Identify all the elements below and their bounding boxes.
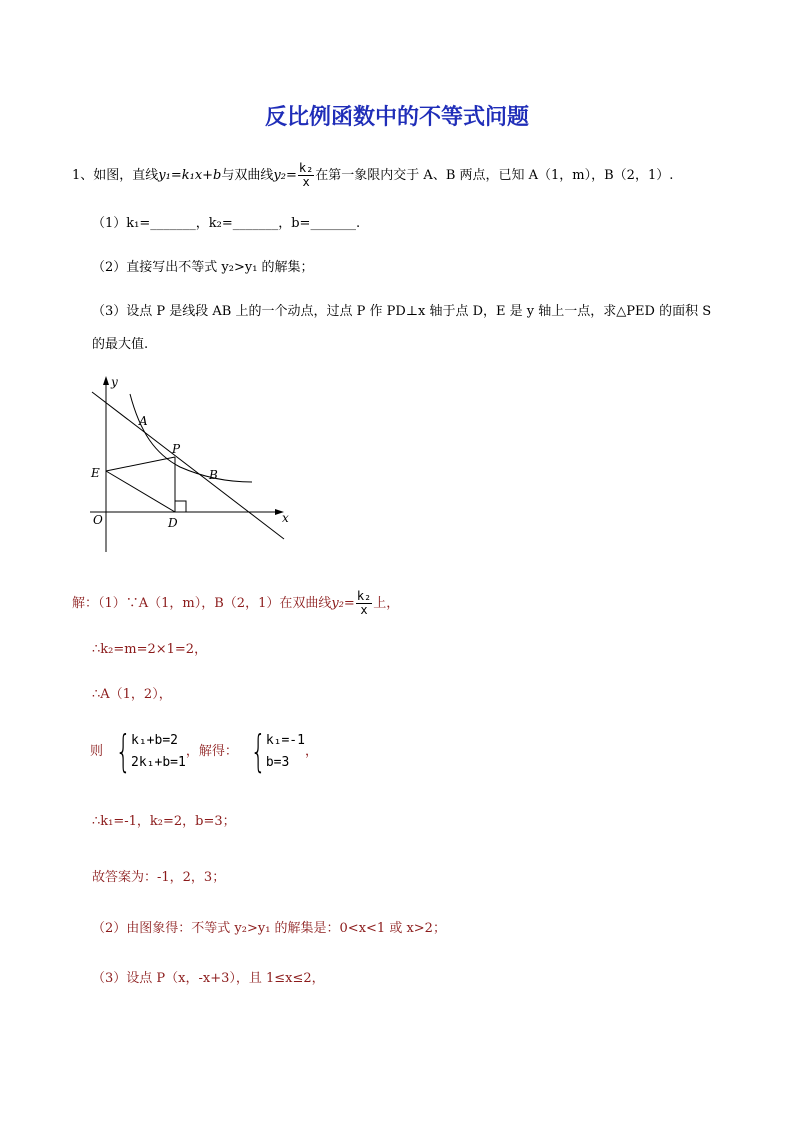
line-y1 <box>92 392 284 539</box>
part-3-line-2: 的最大值. <box>92 337 149 352</box>
hyperbola-lhs: y₂= <box>273 168 297 183</box>
right-angle-mark <box>175 501 186 512</box>
segment-pe <box>106 457 175 471</box>
solution-line-2: ∴k₂=m=2×1=2， <box>92 642 208 657</box>
label-p: P <box>172 442 181 456</box>
part-3-line-1: （3）设点 P 是线段 AB 上的一个动点，过点 P 作 PD⊥x 轴于点 D，E 是 y 轴上一点，求△PED 的面积 S <box>92 304 712 319</box>
solution-1-prefix: 解：（1）∵A（1，m），B（2，1）在双曲线 <box>72 596 332 611</box>
part-2: （2）直接写出不等式 y₂>y₁ 的解集； <box>92 260 314 275</box>
solution-solve-label: ，解得： <box>185 744 238 759</box>
solution-line-1 <box>72 590 399 617</box>
solution-fraction-numerator: k₂ <box>356 589 372 603</box>
solution-hyperbola-fraction <box>356 590 372 617</box>
solution-system-end: ， <box>304 744 318 759</box>
geometry-figure <box>80 372 310 562</box>
problem-1-stem <box>72 162 673 189</box>
page-title: 反比例函数中的不等式问题 <box>264 105 529 130</box>
system-2-eq-1: k₁=-1 <box>265 733 305 748</box>
solution-line-5: ∴k₁=-1，k₂=2，b=3； <box>92 814 236 829</box>
label-e: E <box>91 466 100 480</box>
label-d: D <box>168 516 178 530</box>
label-origin: O <box>93 513 103 527</box>
equation-system-1 <box>131 730 186 774</box>
solution-system <box>90 726 318 777</box>
segment-ed <box>106 471 175 512</box>
label-y: y <box>111 375 118 389</box>
fraction-numerator: k₂ <box>298 161 314 175</box>
hyperbola-fraction <box>298 162 314 189</box>
fraction-denominator: x <box>302 175 310 189</box>
solution-line-7: （2）由图象得：不等式 y₂>y₁ 的解集是：0<x<1 或 x>2； <box>92 921 446 936</box>
line-equation: y₁=k₁x+b <box>158 168 222 183</box>
left-brace-1: { <box>115 726 132 777</box>
solution-fraction-denominator: x <box>360 603 368 617</box>
problem-1-prefix: 1、如图，直线 <box>72 168 159 183</box>
label-a: A <box>139 414 148 428</box>
part-1: （1）k₁=_______，k₂=_______，b=_______. <box>92 216 361 231</box>
solution-then-label: 则 <box>90 744 104 759</box>
system-1-eq-1: k₁+b=2 <box>131 733 178 748</box>
solution-line-3: ∴A（1，2）， <box>92 687 172 702</box>
system-2-eq-2: b=3 <box>265 755 290 770</box>
solution-line-8: （3）设点 P（x，-x+3），且 1≤x≤2， <box>92 971 325 986</box>
solution-hyperbola-lhs: y₂= <box>331 596 355 611</box>
hyperbola-y2 <box>130 394 252 482</box>
label-b: B <box>209 468 218 482</box>
solution-1-suffix: 上， <box>373 596 400 611</box>
system-1-eq-2: 2k₁+b=1 <box>131 755 186 770</box>
left-brace-2: { <box>250 726 266 777</box>
problem-1-suffix: 在第一象限内交于 A、B 两点，已知 A（1，m），B（2，1）. <box>315 168 674 183</box>
equation-system-2 <box>266 730 305 774</box>
label-x: x <box>282 511 289 525</box>
problem-1-mid: 与双曲线 <box>221 168 274 183</box>
y-axis-arrow <box>103 376 109 385</box>
solution-line-6: 故答案为：-1，2，3； <box>92 870 226 885</box>
